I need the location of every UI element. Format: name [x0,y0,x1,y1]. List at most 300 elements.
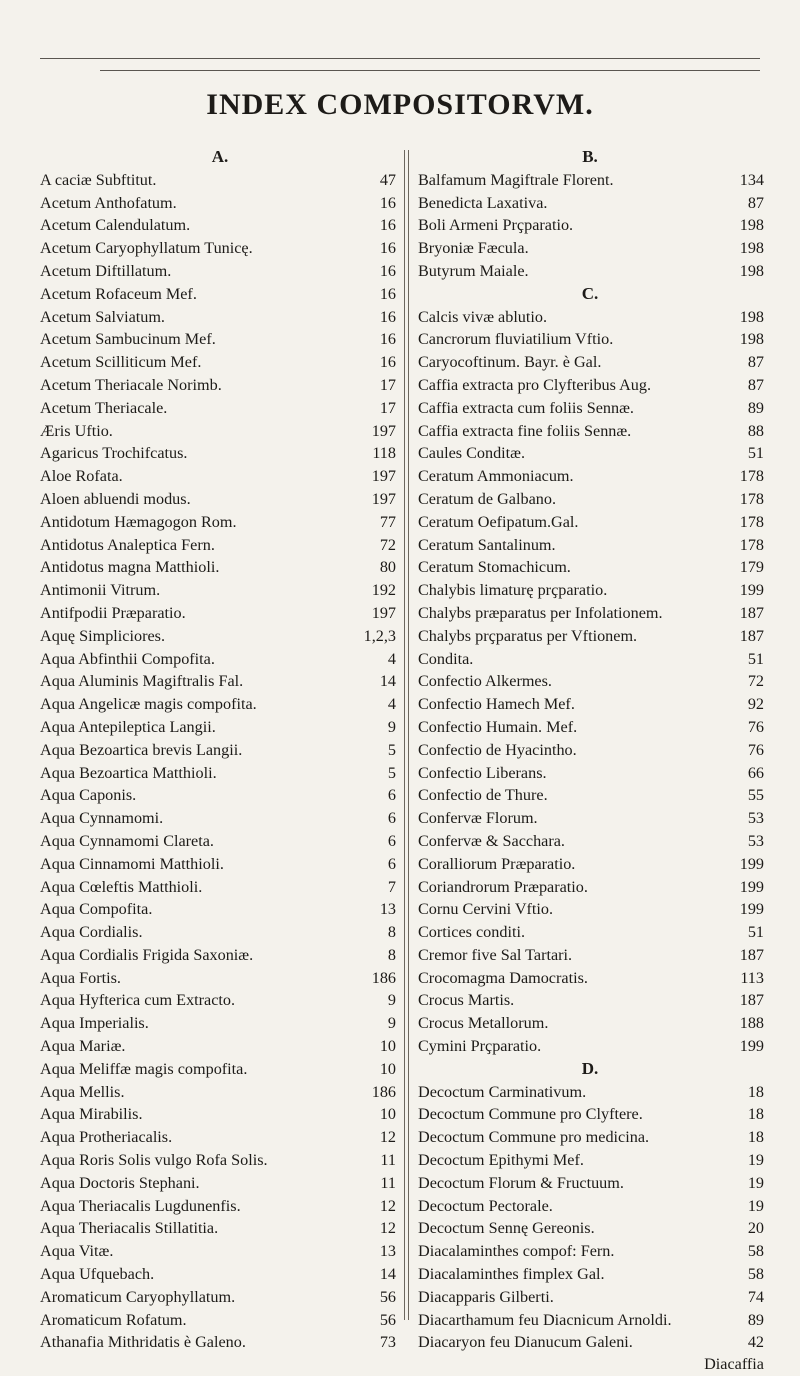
entry-name: Aqua Cœleftis Matthioli. [40,877,203,896]
entry-page-number: 186 [371,968,396,987]
entry-name: Aqua Mirabilis. [40,1105,143,1124]
entry-name: Acetum Diftillatum. [40,261,172,280]
index-entry [412,1217,768,1240]
section-letter-heading: D. [581,1058,599,1078]
entry-page-number: 19 [747,1173,764,1192]
index-entry [40,989,400,1012]
entry-name: Caffia extracta fine foliis Sennæ. [418,421,632,440]
index-entry [412,807,768,830]
entry-name: Decoctum Sennę Gereonis. [418,1219,595,1238]
entry-page-number: 56 [379,1287,396,1306]
entry-page-number: 178 [739,535,764,554]
second-border-rule [100,70,760,71]
entry-name: Cymini Prҫparatio. [418,1037,542,1056]
entry-page-number: 14 [379,1265,396,1284]
entry-name: Diacalaminthes compof: Fern. [418,1242,615,1261]
entry-name: Aqua Bezoartica Matthioli. [40,763,217,782]
index-entry [412,1331,768,1354]
entry-page-number: 72 [379,535,396,554]
index-entry [412,1149,768,1172]
index-entry [40,830,400,853]
entry-name: Coralliorum Præparatio. [418,854,576,873]
index-entry [40,648,400,671]
entry-name: Confectio de Thure. [418,786,548,805]
index-entry [40,306,400,329]
index-entry [40,260,400,283]
index-entry [40,1103,400,1126]
entry-name: Æris Uftio. [40,421,113,440]
entry-page-number: 77 [379,512,396,531]
entry-page-number: 16 [379,193,396,212]
index-entry [412,465,768,488]
entry-page-number: 17 [379,375,396,394]
entry-page-number: 19 [747,1196,764,1215]
entry-page-number: 72 [747,672,764,691]
index-entry [412,784,768,807]
entry-name: Boli Armeni Prҫparatio. [418,216,574,235]
entry-name: Antidotus magna Matthioli. [40,558,220,577]
index-entry [40,807,400,830]
index-entry [40,579,400,602]
entry-page-number: 6 [387,854,396,873]
entry-page-number: 134 [739,170,764,189]
index-entry [412,328,768,351]
entry-page-number: 14 [379,672,396,691]
entry-page-number: 197 [371,489,396,508]
index-entry [412,1286,768,1309]
entry-name: Condita. [418,649,474,668]
entry-name: Balfamum Magiftrale Florent. [418,170,614,189]
index-entry [40,420,400,443]
entry-name: Aqua Bezoartica brevis Langii. [40,740,243,759]
entry-name: Caffia extracta pro Clyfteribus Aug. [418,375,652,394]
entry-name: Diacapparis Gilberti. [418,1287,554,1306]
entry-name: Antidotus Analeptica Fern. [40,535,215,554]
entry-page-number: 17 [379,398,396,417]
index-entry [412,214,768,237]
column-divider-inner [408,150,409,1320]
entry-name: Aqua Cordialis. [40,923,143,942]
entry-name: Bryoniæ Fæcula. [418,239,529,258]
entry-name: Cornu Cervini Vftio. [418,900,554,919]
entry-page-number: 5 [387,763,396,782]
index-entry [412,762,768,785]
entry-page-number: 53 [747,809,764,828]
index-entry [412,260,768,283]
entry-name: Decoctum Florum & Fructuum. [418,1173,624,1192]
index-entry [40,1331,400,1354]
entry-page-number: 53 [747,831,764,850]
index-entry [40,511,400,534]
entry-page-number: 87 [747,375,764,394]
index-entry [40,214,400,237]
entry-name: Aqua Cynnamomi. [40,809,164,828]
entry-name: Caffia extracta cum foliis Sennæ. [418,398,634,417]
entry-page-number: 8 [387,923,396,942]
entry-name: Acetum Salviatum. [40,307,165,326]
entry-name: Cremor five Sal Tartari. [418,945,573,964]
entry-page-number: 76 [747,717,764,736]
index-entry [40,716,400,739]
entry-page-number: 178 [739,467,764,486]
entry-page-number: 199 [739,900,764,919]
entry-page-number: 6 [387,831,396,850]
entry-name: Acetum Theriacale. [40,398,168,417]
index-entry [40,898,400,921]
entry-page-number: 4 [387,649,396,668]
entry-page-number: 87 [747,353,764,372]
entry-name: Aromaticum Rofatum. [40,1310,187,1329]
index-entry [412,397,768,420]
entry-page-number: 92 [747,695,764,714]
entry-name: Aqua Imperialis. [40,1014,149,1033]
index-entry [40,670,400,693]
entry-page-number: 187 [739,945,764,964]
index-entry [412,876,768,899]
entry-page-number: 12 [379,1196,396,1215]
entry-page-number: 51 [747,649,764,668]
entry-page-number: 199 [739,877,764,896]
entry-page-number: 11 [380,1151,396,1170]
entry-name: Aqua Protheriacalis. [40,1128,173,1147]
index-entry [412,534,768,557]
entry-page-number: 10 [379,1037,396,1056]
entry-name: A caciæ Subftitut. [40,170,157,189]
index-entry [40,328,400,351]
entry-name: Coriandrorum Præparatio. [418,877,588,896]
entry-name: Confervæ Florum. [418,809,538,828]
entry-name: Aqua Cordialis Frigida Saxoniæ. [40,945,254,964]
index-entry [40,967,400,990]
entry-page-number: 73 [379,1333,396,1352]
top-border-rule [40,58,760,59]
entry-name: Caules Conditæ. [418,444,526,463]
entry-name: Decoctum Carminativum. [418,1082,587,1101]
entry-page-number: 47 [379,170,396,189]
entry-page-number: 198 [739,239,764,258]
index-entry [40,1217,400,1240]
index-entry [412,989,768,1012]
entry-name: Cortices conditi. [418,923,525,942]
index-entry [412,739,768,762]
index-entry [412,306,768,329]
index-entry [40,1035,400,1058]
index-entry [40,351,400,374]
entry-page-number: 197 [371,467,396,486]
entry-name: Aqua Doctoris Stephani. [40,1173,200,1192]
entry-name: Aqua Cynnamomi Clareta. [40,831,214,850]
entry-name: Ceratum Stomachicum. [418,558,571,577]
entry-page-number: 42 [747,1333,764,1352]
entry-name: Ceratum Ammoniacum. [418,467,574,486]
entry-page-number: 74 [747,1287,764,1306]
entry-name: Confectio Hamech Mef. [418,695,575,714]
left-index-column [40,146,400,1354]
index-entry [412,169,768,192]
entry-name: Aqua Ufquebach. [40,1265,155,1284]
index-entry [40,556,400,579]
entry-name: Chalybs prҫparatus per Vftionem. [418,626,638,645]
entry-name: Aqua Roris Solis vulgo Rofa Solis. [40,1151,268,1170]
index-entry [412,374,768,397]
column-divider [404,150,405,1320]
section-letter-heading: C. [581,283,599,303]
entry-name: Confectio de Hyacintho. [418,740,577,759]
entry-page-number: 87 [747,193,764,212]
entry-name: Confervæ & Sacchara. [418,831,565,850]
entry-name: Acetum Anthofatum. [40,193,177,212]
index-entry [412,420,768,443]
index-entry [40,442,400,465]
entry-name: Aqua Hyfterica cum Extracto. [40,991,236,1010]
index-entry [40,944,400,967]
entry-name: Cancrorum fluviatilium Vftio. [418,330,614,349]
entry-page-number: 16 [379,353,396,372]
entry-page-number: 76 [747,740,764,759]
index-entry [412,556,768,579]
entry-name: Crocus Metallorum. [418,1014,549,1033]
entry-name: Acetum Caryophyllatum Tunicę. [40,239,253,258]
section-letter-heading: A. [211,147,229,166]
entry-page-number: 16 [379,239,396,258]
index-entry [412,967,768,990]
index-entry [40,1058,400,1081]
entry-name: Athanafia Mithridatis è Galeno. [40,1333,246,1352]
entry-name: Caryocoftinum. Bayr. è Gal. [418,353,602,372]
entry-page-number: 56 [379,1310,396,1329]
entry-page-number: 19 [747,1151,764,1170]
entry-name: Benedicta Laxativa. [418,193,548,212]
index-entry [412,1012,768,1035]
entry-name: Confectio Alkermes. [418,672,552,691]
entry-page-number: 199 [739,1037,764,1056]
index-entry [412,1240,768,1263]
entry-name: Aqua Abfinthii Compofita. [40,649,215,668]
entry-name: Aqua Angelicæ magis compofita. [40,695,257,714]
index-entry [412,192,768,215]
entry-page-number: 9 [387,991,396,1010]
index-entry [412,1126,768,1149]
entry-name: Aqua Caponis. [40,786,137,805]
index-entry [412,944,768,967]
entry-name: Decoctum Commune pro Clyftere. [418,1105,643,1124]
entry-page-number: 5 [387,740,396,759]
entry-page-number: 9 [387,717,396,736]
entry-page-number: 11 [380,1173,396,1192]
index-entry [40,465,400,488]
index-entry [412,488,768,511]
entry-page-number: 18 [747,1128,764,1147]
index-entry [40,488,400,511]
entry-page-number: 16 [379,330,396,349]
entry-name: Chalybis limaturę prҫparatio. [418,581,608,600]
entry-page-number: 9 [387,1014,396,1033]
entry-name: Decoctum Commune pro medicina. [418,1128,650,1147]
entry-name: Aquę Simpliciores. [40,626,165,645]
entry-page-number: 13 [379,1242,396,1261]
entry-page-number: 58 [747,1242,764,1261]
entry-page-number: 6 [387,786,396,805]
entry-page-number: 12 [379,1219,396,1238]
index-entry [412,1309,768,1332]
entry-page-number: 13 [379,900,396,919]
entry-page-number: 89 [747,1310,764,1329]
entry-name: Aloen abluendi modus. [40,489,191,508]
entry-page-number: 88 [747,421,764,440]
entry-name: Agaricus Trochifcatus. [40,444,188,463]
entry-page-number: 186 [371,1082,396,1101]
entry-page-number: 197 [371,421,396,440]
entry-name: Aqua Theriacalis Stillatitia. [40,1219,219,1238]
entry-page-number: 18 [747,1082,764,1101]
entry-name: Ceratum de Galbano. [418,489,556,508]
entry-name: Diacaryon feu Dianucum Galeni. [418,1333,633,1352]
entry-page-number: 187 [739,626,764,645]
entry-name: Aqua Compofita. [40,900,153,919]
entry-page-number: 198 [739,261,764,280]
index-entry [412,579,768,602]
index-entry [40,1172,400,1195]
index-entry [40,1126,400,1149]
entry-name: Acetum Rofaceum Mef. [40,284,197,303]
index-entry [412,351,768,374]
index-entry [412,625,768,648]
index-entry [40,876,400,899]
index-entry [412,693,768,716]
entry-name: Antimonii Vitrum. [40,581,161,600]
entry-page-number: 16 [379,261,396,280]
entry-name: Confectio Humain. Mef. [418,717,578,736]
entry-name: Butyrum Maiale. [418,261,529,280]
index-entry [412,442,768,465]
index-entry [412,237,768,260]
index-entry [40,1263,400,1286]
entry-page-number: 66 [747,763,764,782]
entry-page-number: 6 [387,809,396,828]
entry-name: Antidotum Hæmagogon Rom. [40,512,237,531]
entry-page-number: 7 [387,877,396,896]
entry-name: Decoctum Pectorale. [418,1196,553,1215]
index-entry [412,1172,768,1195]
entry-page-number: 20 [747,1219,764,1238]
index-entry [40,921,400,944]
index-entry [412,1081,768,1104]
index-entry [40,397,400,420]
entry-name: Aromaticum Caryophyllatum. [40,1287,236,1306]
index-entry [40,192,400,215]
index-entry [412,1103,768,1126]
index-entry [412,898,768,921]
entry-page-number: 187 [739,603,764,622]
entry-name: Crocus Martis. [418,991,515,1010]
entry-page-number: 188 [739,1014,764,1033]
entry-page-number: 197 [371,603,396,622]
entry-name: Diacarthamum feu Diacnicum Arnoldi. [418,1310,672,1329]
entry-page-number: 199 [739,581,764,600]
index-entry [40,1081,400,1104]
entry-page-number: 178 [739,512,764,531]
entry-page-number: 8 [387,945,396,964]
entry-page-number: 118 [372,444,396,463]
entry-name: Acetum Calendulatum. [40,216,191,235]
entry-page-number: 198 [739,330,764,349]
entry-page-number: 10 [379,1105,396,1124]
index-entry [40,762,400,785]
entry-page-number: 198 [739,307,764,326]
index-entry [40,1195,400,1218]
entry-page-number: 12 [379,1128,396,1147]
entry-name: Ceratum Oefipatum.Gal. [418,512,579,531]
entry-name: Confectio Liberans. [418,763,547,782]
entry-name: Ceratum Santalinum. [418,535,556,554]
index-entry [412,511,768,534]
index-entry [40,784,400,807]
entry-name: Crocomagma Damocratis. [418,968,588,987]
index-entry [412,1195,768,1218]
entry-page-number: 51 [747,923,764,942]
right-index-column [412,146,768,1374]
index-entry [412,670,768,693]
entry-name: Acetum Theriacale Norimb. [40,375,222,394]
index-entry [40,625,400,648]
index-entry [40,237,400,260]
entry-name: Aqua Antepileptica Langii. [40,717,216,736]
entry-name: Acetum Sambucinum Mef. [40,330,216,349]
entry-page-number: 113 [740,968,764,987]
index-entry [40,1309,400,1332]
entry-name: Aqua Vitæ. [40,1242,114,1261]
entry-name: Acetum Scilliticum Mef. [40,353,202,372]
entry-name: Antifpodii Præparatio. [40,603,186,622]
entry-page-number: 199 [739,854,764,873]
index-entry [412,716,768,739]
index-entry [40,853,400,876]
entry-page-number: 10 [379,1059,396,1078]
entry-page-number: 89 [747,398,764,417]
entry-name: Calcis vivæ ablutio. [418,307,548,326]
index-entry [412,853,768,876]
entry-name: Aqua Mellis. [40,1082,125,1101]
index-entry [40,1240,400,1263]
entry-page-number: 192 [371,581,396,600]
entry-name: Aqua Cinnamomi Matthioli. [40,854,224,873]
index-entry [412,1035,768,1058]
entry-page-number: 178 [739,489,764,508]
entry-page-number: 18 [747,1105,764,1124]
index-entry [40,693,400,716]
entry-name: Chalybs præparatus per Infolationem. [418,603,663,622]
page-title: INDEX COMPOSITORVM. [206,88,594,121]
index-entry [412,602,768,625]
entry-name: Aqua Aluminis Magiftralis Fal. [40,672,244,691]
entry-name: Aloe Rofata. [40,467,123,486]
entry-name: Aqua Fortis. [40,968,121,987]
index-entry [412,1263,768,1286]
index-entry [40,1149,400,1172]
entry-name: Decoctum Epithymi Mef. [418,1151,584,1170]
index-entry [412,830,768,853]
index-entry [40,283,400,306]
index-entry [40,1012,400,1035]
entry-page-number: 16 [379,284,396,303]
entry-page-number: 179 [739,558,764,577]
index-entry [40,534,400,557]
entry-name: Aqua Meliffæ magis compofita. [40,1059,248,1078]
section-letter-heading: B. [582,147,598,166]
index-entry [412,648,768,671]
index-entry [412,921,768,944]
entry-page-number: 1,2,3 [363,626,396,645]
